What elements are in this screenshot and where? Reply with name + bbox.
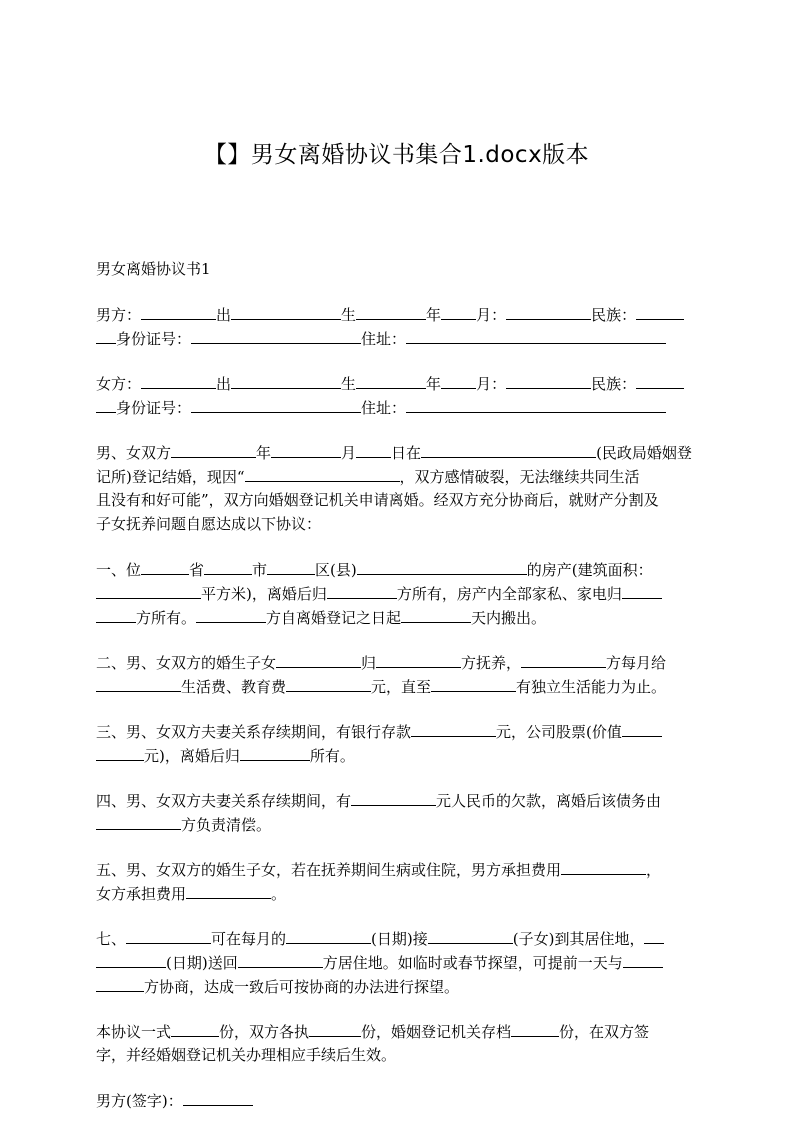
blank-line bbox=[636, 302, 684, 320]
blank-line bbox=[276, 650, 361, 668]
blank-line bbox=[431, 674, 516, 692]
woman-label: 女方： bbox=[96, 375, 142, 393]
blank-line bbox=[406, 326, 666, 344]
text: 方负责清偿。 bbox=[181, 816, 272, 834]
blank-line bbox=[561, 857, 646, 875]
blank-line bbox=[141, 371, 216, 389]
blank-line bbox=[622, 581, 662, 599]
blank-line bbox=[623, 950, 663, 968]
blank-line bbox=[171, 440, 256, 458]
heading-text: 男女离婚协议书1 bbox=[96, 260, 211, 278]
blank-line bbox=[231, 302, 341, 320]
text: 本协议一式 bbox=[96, 1023, 172, 1041]
text: 方自离婚登记之日起 bbox=[266, 609, 402, 627]
blank-line bbox=[191, 326, 361, 344]
text: 身份证号： bbox=[116, 399, 192, 417]
text: 元，公司股票(价值 bbox=[496, 723, 622, 741]
text: 方居住地。如临时或春节探望，可提前一天与 bbox=[322, 954, 623, 972]
blank-line bbox=[96, 950, 166, 968]
man-info bbox=[96, 302, 697, 350]
blank-line bbox=[96, 812, 181, 830]
blank-line bbox=[231, 371, 341, 389]
document-title: 【】男女离婚协议书集合1.docx版本 bbox=[203, 142, 590, 168]
blank-line bbox=[506, 302, 591, 320]
text: 年 bbox=[426, 306, 442, 324]
text: (日期)接 bbox=[371, 930, 428, 948]
text: 方每月给 bbox=[606, 654, 667, 672]
text: 出 bbox=[216, 375, 232, 393]
text: 元，直至 bbox=[371, 678, 432, 696]
heading bbox=[96, 257, 697, 281]
blank-line bbox=[96, 395, 116, 413]
text: 平方米)，离婚后归 bbox=[201, 585, 327, 603]
blank-line bbox=[96, 326, 116, 344]
blank-line bbox=[309, 1019, 361, 1037]
text: 所有。 bbox=[309, 747, 355, 765]
clause-2 bbox=[96, 650, 697, 698]
clause-7 bbox=[96, 926, 697, 998]
document-body bbox=[96, 257, 697, 1133]
text: 份，在双方签 bbox=[559, 1023, 650, 1041]
text: 四、男、女双方夫妻关系存续期间，有 bbox=[96, 792, 352, 810]
text: 方协商，达成一致后可按协商的办法进行探望。 bbox=[144, 978, 460, 996]
text: 元人民币的欠款，离婚后该债务由 bbox=[436, 792, 662, 810]
text: 女方承担费用 bbox=[96, 885, 187, 903]
text: 日在 bbox=[391, 444, 422, 462]
text: 元)，离婚后归 bbox=[144, 747, 240, 765]
text: 月： bbox=[476, 375, 507, 393]
blank-line bbox=[286, 926, 371, 944]
blank-line bbox=[171, 1019, 219, 1037]
blank-line bbox=[327, 581, 397, 599]
text: 字，并经婚姻登记机关办理相应手续后生效。 bbox=[96, 1046, 397, 1064]
blank-line bbox=[96, 743, 144, 761]
text: 份，婚姻登记机关存档 bbox=[361, 1023, 512, 1041]
text: 月： bbox=[476, 306, 507, 324]
text: (子女)到其居住地， bbox=[512, 930, 645, 948]
blank-line bbox=[376, 650, 461, 668]
text: 记所)登记结婚，现因“ bbox=[96, 468, 245, 486]
clause-1 bbox=[96, 557, 697, 629]
blank-line bbox=[401, 605, 471, 623]
text: 区(县) bbox=[315, 561, 357, 579]
blank-line bbox=[636, 371, 684, 389]
text: 份，双方各执 bbox=[219, 1023, 310, 1041]
text: 住址： bbox=[361, 330, 407, 348]
text: 方所有。 bbox=[136, 609, 197, 627]
blank-line bbox=[286, 674, 371, 692]
blank-line bbox=[240, 743, 310, 761]
text: (民政局婚姻登 bbox=[596, 444, 692, 462]
blank-line bbox=[511, 1019, 559, 1037]
blank-line bbox=[441, 302, 476, 320]
text: 男方(签字)： bbox=[96, 1092, 183, 1110]
blank-line bbox=[356, 440, 391, 458]
blank-line bbox=[356, 371, 426, 389]
blank-line bbox=[141, 557, 189, 575]
blank-line bbox=[356, 302, 426, 320]
blank-line bbox=[357, 557, 527, 575]
blank-line bbox=[141, 302, 216, 320]
blank-line bbox=[267, 557, 315, 575]
text: 三、男、女双方夫妻关系存续期间，有银行存款 bbox=[96, 723, 412, 741]
text: 民族： bbox=[591, 375, 637, 393]
text: 。 bbox=[271, 885, 287, 903]
blank-line bbox=[406, 395, 666, 413]
man-label: 男方： bbox=[96, 306, 142, 324]
blank-line bbox=[421, 440, 596, 458]
text: 的房产(建筑面积： bbox=[526, 561, 653, 579]
blank-line bbox=[411, 719, 496, 737]
blank-line bbox=[521, 650, 606, 668]
text: 天内搬出。 bbox=[471, 609, 547, 627]
blank-line bbox=[238, 950, 323, 968]
signature-man bbox=[96, 1088, 697, 1112]
blank-line bbox=[506, 371, 591, 389]
text: 二、男、女双方的婚生子女 bbox=[96, 654, 277, 672]
text: ，双方感情破裂，无法继续共同生活 bbox=[399, 468, 640, 486]
blank-line bbox=[96, 674, 181, 692]
intro-paragraph bbox=[96, 440, 697, 536]
text: 子女抚养问题自愿达成以下协议： bbox=[96, 515, 322, 533]
text: 方抚养， bbox=[461, 654, 522, 672]
blank-line bbox=[96, 974, 144, 992]
blank-line bbox=[186, 881, 271, 899]
signature-blank bbox=[183, 1088, 253, 1106]
blank-line bbox=[271, 440, 341, 458]
text: 五、男、女双方的婚生子女，若在抚养期间生病或住院，男方承担费用 bbox=[96, 861, 562, 879]
text: ， bbox=[646, 861, 662, 879]
blank-line bbox=[644, 926, 664, 944]
blank-line bbox=[126, 926, 211, 944]
text: 民族： bbox=[591, 306, 637, 324]
text: 有独立生活能力为止。 bbox=[516, 678, 667, 696]
clause-5 bbox=[96, 857, 697, 905]
text: (日期)送回 bbox=[166, 954, 238, 972]
text: 且没有和好可能”，双方向婚姻登记机关申请离婚。经双方充分协商后，就财产分割及 bbox=[96, 491, 659, 509]
blank-line bbox=[428, 926, 513, 944]
text: 身份证号： bbox=[116, 330, 192, 348]
text: 年 bbox=[426, 375, 442, 393]
blank-line bbox=[441, 371, 476, 389]
blank-line bbox=[351, 788, 436, 806]
blank-line bbox=[96, 581, 201, 599]
text: 月 bbox=[341, 444, 357, 462]
clause-3 bbox=[96, 719, 697, 767]
blank-line bbox=[622, 719, 662, 737]
blank-line bbox=[204, 557, 252, 575]
text: 省 bbox=[189, 561, 205, 579]
text: 出 bbox=[216, 306, 232, 324]
blank-line bbox=[196, 605, 266, 623]
text: 方所有，房产内全部家私、家电归 bbox=[396, 585, 622, 603]
text: 住址： bbox=[361, 399, 407, 417]
woman-info bbox=[96, 371, 697, 419]
clause-4 bbox=[96, 788, 697, 836]
text: 一、位 bbox=[96, 561, 142, 579]
text: 可在每月的 bbox=[211, 930, 287, 948]
blank-line bbox=[191, 395, 361, 413]
blank-line bbox=[96, 605, 136, 623]
text: 生 bbox=[341, 375, 357, 393]
blank-line bbox=[245, 464, 400, 482]
text: 市 bbox=[252, 561, 268, 579]
text: 男、女双方 bbox=[96, 444, 172, 462]
text: 生 bbox=[341, 306, 357, 324]
text: 年 bbox=[256, 444, 272, 462]
text: 归 bbox=[361, 654, 377, 672]
copies-paragraph bbox=[96, 1019, 697, 1067]
text: 七、 bbox=[96, 930, 127, 948]
text: 生活费、教育费 bbox=[181, 678, 287, 696]
